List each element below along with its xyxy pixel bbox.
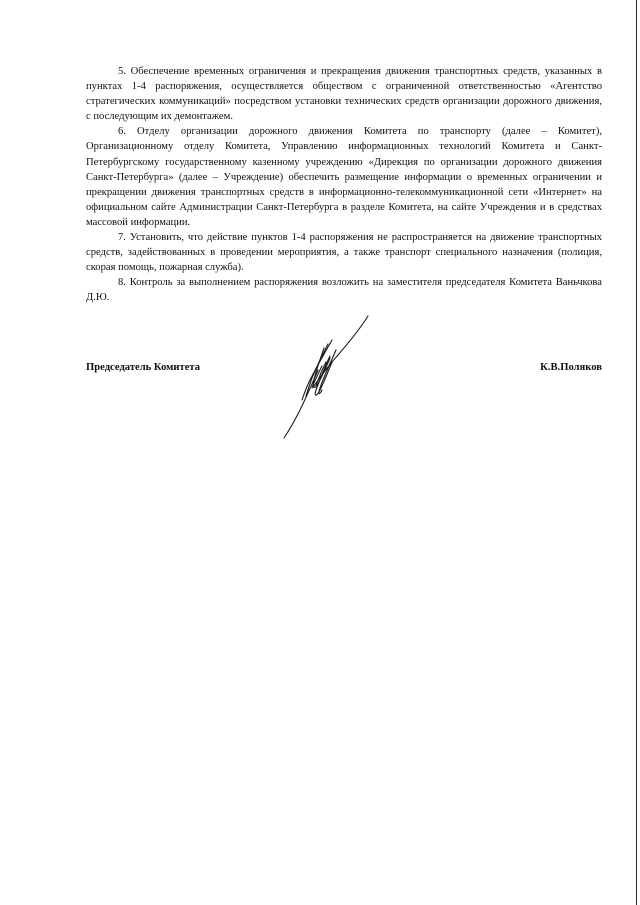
scan-edge-line bbox=[636, 0, 637, 905]
paragraph-7: 7. Установить, что действие пунктов 1-4 распоряжения не распространяется на движение транспортных средств, задействованных в проведении мероприятия, а также транспорт специального назначения (полиция, скорая помощь, пожарная служба). bbox=[86, 232, 602, 274]
signature-block bbox=[86, 362, 602, 380]
signatory-title: Председатель Комитета bbox=[86, 362, 201, 373]
signatory-name: К.В.Поляков bbox=[540, 362, 602, 373]
document-body bbox=[86, 64, 602, 306]
paragraph-8: 8. Контроль за выполнением распоряжения возложить на заместителя председателя Комитета Ваньчкова Д.Ю. bbox=[86, 277, 602, 304]
paragraph-6: 6. Отделу организации дорожного движения Комитета по транспорту (далее – Комитет), Организационному отделу Комитета, Управлению информационных технологий Комитета и Санкт-Петербургскому государственному казенному учреждению «Дирекция по организации дорожного движения Санкт-Петербурга» (далее – Учреждение) обеспечить размещение информации о временных ограничении и прекращении движения транспортных средств в информационно-телекоммуникационной сети «Интернет» на официальном сайте Администрации Санкт-Петербурга в разделе Комитета, на сайте Учреждения и в средствах массовой информации. bbox=[86, 126, 602, 228]
paragraph-5: 5. Обеспечение временных ограничения и прекращения движения транспортных средств, указанных в пунктах 1-4 распоряжения, осуществляется обществом с ограниченной ответственностью «Агентство стратегических коммуникаций» посредством установки технических средств организации дорожного движения, с последующим их демонтажем. bbox=[86, 66, 602, 123]
